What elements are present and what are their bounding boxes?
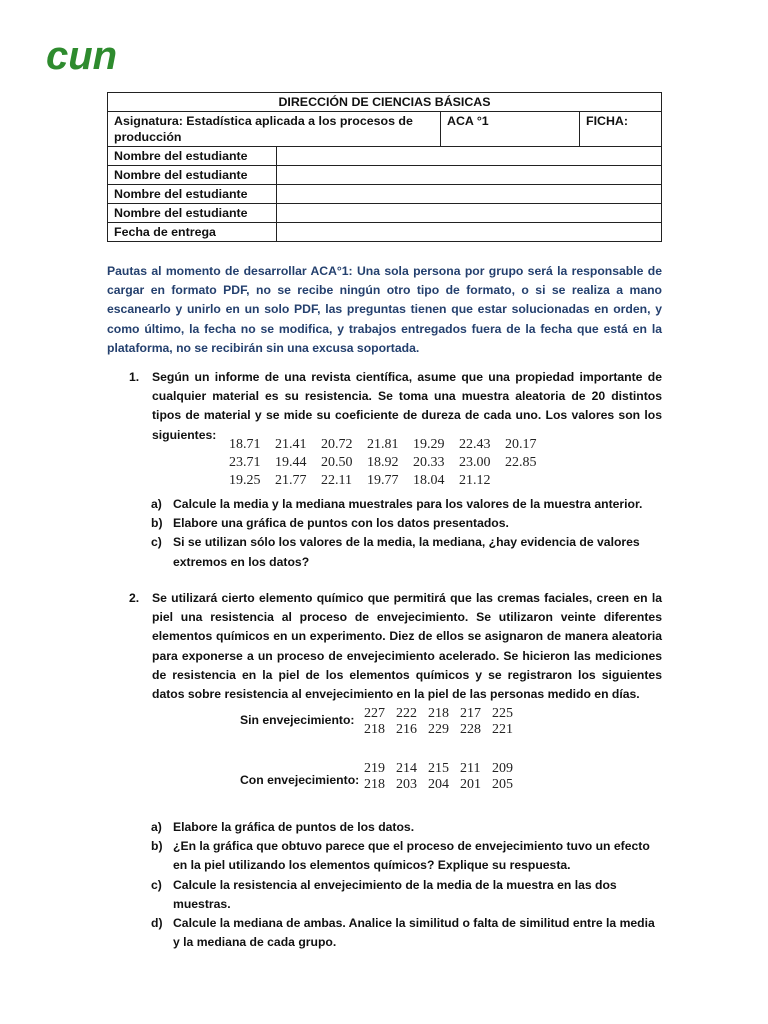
data-value: 21.12 (459, 473, 491, 488)
student-name-field[interactable] (277, 204, 662, 223)
question-1 (129, 368, 662, 445)
subject-cell: Asignatura: Estadística aplicada a los procesos de producción (108, 112, 441, 147)
data-value: 211 (460, 761, 481, 776)
student-name-field[interactable] (277, 147, 662, 166)
item-label: a) (151, 497, 162, 511)
q2-subitems (151, 818, 662, 952)
item-text: Calcule la media y la mediana muestrales para los valores de la muestra anterior. (173, 497, 643, 511)
data-value: 221 (492, 722, 513, 737)
sin-envejecimiento-label: Sin envejecimiento: (240, 713, 355, 727)
list-item (151, 876, 662, 914)
q1-data-grid (229, 436, 551, 490)
data-value: 23.00 (459, 455, 491, 470)
sin-envejecimiento-data (364, 706, 524, 738)
item-label: b) (151, 516, 163, 531)
item-label: b) (151, 839, 163, 854)
list-item (151, 837, 662, 875)
data-value: 20.50 (321, 455, 353, 470)
data-value: 229 (428, 722, 449, 737)
data-row (229, 454, 551, 472)
aca-cell: ACA °1 (441, 112, 580, 147)
data-value: 219 (364, 761, 385, 776)
list-item (151, 495, 662, 514)
data-value: 22.85 (505, 455, 537, 470)
data-row (364, 777, 524, 793)
item-text: Si se utilizan sólo los valores de la media, la mediana, ¿hay evidencia de valores extremos en los datos? (173, 535, 640, 569)
data-value: 19.25 (229, 473, 261, 488)
due-date-label: Fecha de entrega (108, 223, 277, 242)
data-value: 209 (492, 761, 513, 776)
data-value: 203 (396, 777, 417, 792)
due-date-field[interactable] (277, 223, 662, 242)
item-text: ¿En la gráfica que obtuvo parece que el proceso de envejecimiento tuvo un efecto en la piel utilizando los elementos químicos? Explique su respuesta. (173, 839, 650, 873)
question-text: Según un informe de una revista científica, asume que una propiedad importante de cualquier material es su resistencia. Se toma una muestra aleatoria de 20 distintos tipos de material y se mide su coeficiente de dureza de cada uno. Los valores son los siguientes: (152, 370, 662, 442)
data-value: 218 (364, 777, 385, 792)
list-item (151, 914, 662, 952)
student-name-field[interactable] (277, 166, 662, 185)
data-value: 217 (460, 706, 481, 721)
con-envejecimiento-label: Con envejecimiento: (240, 773, 360, 787)
student-name-label: Nombre del estudiante (108, 204, 277, 223)
question-text: Se utilizará cierto elemento químico que permitirá que las cremas faciales, creen en la piel una resistencia al proceso de envejecimiento. Se utilizaron veinte diferentes elementos químicos en un experimento. Diez de ellos se asignaron de manera aleatoria para exponerse a un proceso de envejecimiento acelerado. Se hicieron las mediciones de resistencia en la piel de los elementos químicos y se registraron los siguientes datos sobre resistencia al envejecimiento en la piel de las personas medido en días. (152, 591, 662, 702)
con-envejecimiento-data (364, 761, 524, 793)
item-text: Elabore una gráfica de puntos con los datos presentados. (173, 516, 509, 531)
data-row (364, 706, 524, 722)
data-value: 201 (460, 777, 481, 792)
data-value: 20.17 (505, 437, 537, 452)
data-value: 204 (428, 777, 449, 792)
data-value: 218 (364, 722, 385, 737)
item-label: d) (151, 916, 163, 931)
data-value: 22.43 (459, 437, 491, 452)
data-value: 218 (428, 706, 449, 721)
data-value: 21.81 (367, 437, 399, 452)
item-text: Calcule la resistencia al envejecimiento de la media de la muestra en las dos muestras. (173, 877, 617, 911)
guidelines-paragraph: Pautas al momento de desarrollar ACA°1: Una sola persona por grupo será la responsable de cargar en formato PDF, no se recibe ningún otro tipo de formato, o si se realiza a mano escanearlo y unirlo en un solo PDF, las preguntas tienen que estar solucionadas en orden, y como último, la fecha no se modifica, y trabajos entregados fuera de la fecha que está en la plataforma, no se recibirán sin una excusa soportada. (107, 264, 662, 355)
question-number: 1. (129, 370, 140, 384)
svg-text:cun: cun (46, 34, 118, 78)
cun-logo (44, 34, 162, 78)
q1-subitems (151, 495, 662, 572)
cun-logo-mark (44, 34, 162, 78)
data-value: 227 (364, 706, 385, 721)
data-value: 19.77 (367, 473, 399, 488)
item-label: a) (151, 820, 162, 834)
data-value: 18.92 (367, 455, 399, 470)
data-value: 20.72 (321, 437, 353, 452)
list-item (151, 818, 662, 837)
student-name-label: Nombre del estudiante (108, 147, 277, 166)
data-value: 18.71 (229, 437, 261, 452)
data-row (364, 722, 524, 738)
data-value: 18.04 (413, 473, 445, 488)
data-row (229, 436, 551, 454)
data-value: 21.77 (275, 473, 307, 488)
list-item (151, 514, 662, 533)
data-value: 205 (492, 777, 513, 792)
data-value: 215 (428, 761, 449, 776)
list-item (151, 533, 662, 571)
question-2 (129, 589, 662, 704)
item-text: Calcule la mediana de ambas. Analice la similitud o falta de similitud entre la media y la mediana de cada grupo. (173, 916, 655, 950)
data-value: 228 (460, 722, 481, 737)
data-value: 214 (396, 761, 417, 776)
data-value: 19.29 (413, 437, 445, 452)
data-value: 225 (492, 706, 513, 721)
header-table (107, 92, 662, 242)
item-text: Elabore la gráfica de puntos de los datos. (173, 820, 415, 834)
data-value: 20.33 (413, 455, 445, 470)
item-label: c) (151, 877, 162, 892)
data-value: 21.41 (275, 437, 307, 452)
data-value: 19.44 (275, 455, 307, 470)
data-value: 22.11 (321, 473, 352, 488)
ficha-cell: FICHA: (580, 112, 662, 147)
item-label: c) (151, 535, 162, 550)
data-value: 23.71 (229, 455, 261, 470)
question-number: 2. (129, 591, 140, 605)
data-row (229, 472, 551, 490)
student-name-field[interactable] (277, 185, 662, 204)
data-row (364, 761, 524, 777)
header-title: DIRECCIÓN DE CIENCIAS BÁSICAS (108, 93, 662, 112)
data-value: 222 (396, 706, 417, 721)
student-name-label: Nombre del estudiante (108, 166, 277, 185)
student-name-label: Nombre del estudiante (108, 185, 277, 204)
data-value: 216 (396, 722, 417, 737)
